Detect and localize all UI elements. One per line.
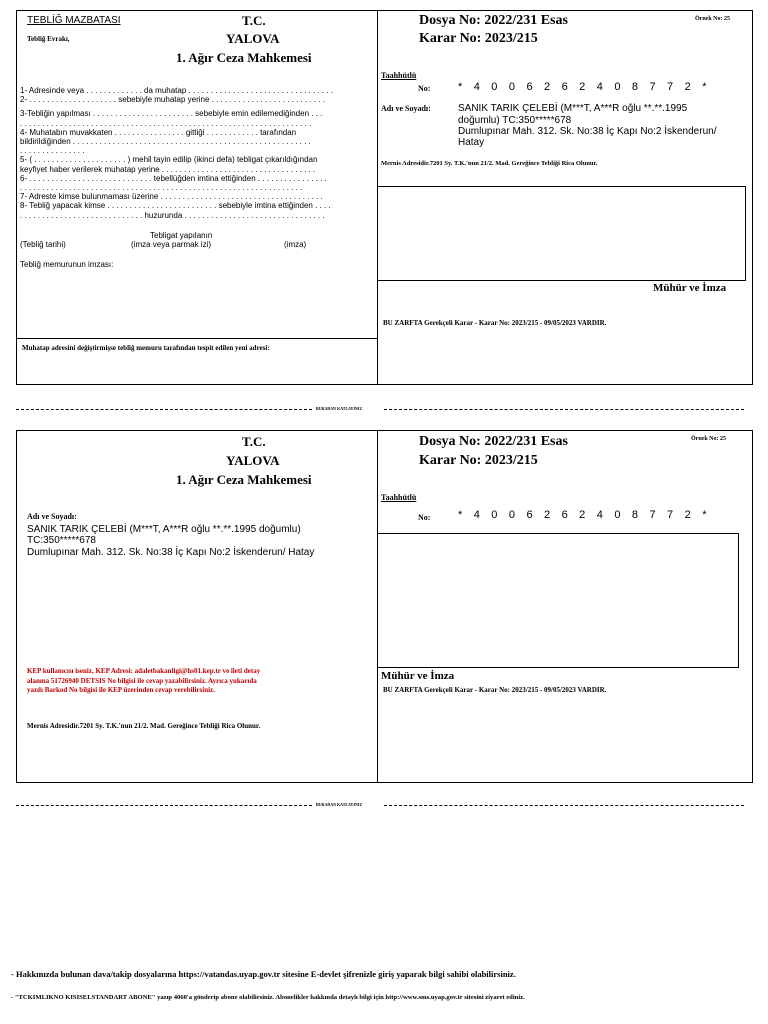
top-karar-no: Karar No: 2023/215 — [419, 31, 538, 46]
fold-line-right-2 — [384, 805, 744, 806]
fold-line-left — [16, 409, 312, 410]
top-barcode: * 4 0 0 6 2 6 2 4 0 8 7 7 2 * — [458, 81, 711, 93]
form-line: 4- Muhatabın muvakkaten . . . . . . . . . . . . . . . . gittiği . . . . . . . . . . . . tarafından — [20, 127, 297, 137]
form-line: 6- . . . . . . . . . . . . . . . . . . . . . . . . . . . . tebellüğden imtina ettiğinden . . . . . . . . . . . . . . . . — [20, 173, 327, 183]
top-muhur-imza: Mühür ve İmza — [653, 282, 727, 294]
form-line: 2- . . . . . . . . . . . . . . . . . . . . sebebiyle muhatap yerine . . . . . . . . . . . . . . . . . . . . . . . . . . — [20, 95, 325, 105]
bottom-ornek-no: Örnek No: 25 — [691, 436, 726, 442]
top-recipient-line4: Hatay — [458, 137, 485, 148]
bottom-no-label: No: — [418, 513, 431, 522]
fold-label-2: BURADAN KATLAYINIZ — [316, 802, 363, 807]
kep-line1: KEP kullanıcısı iseniz, KEP Adresi: adaletbakanligi@hs01.kep.tr ve ileti detay — [27, 667, 261, 675]
bottom-recipient-line1: SANIK TARIK ÇELEBİ (M***T, A***R oğlu **.**.1995 doğumlu) — [27, 524, 301, 535]
bottom-stamp-box — [377, 533, 739, 668]
imza-parmak-izi: (imza veya parmak izi) — [131, 240, 212, 249]
top-stamp-box — [377, 186, 746, 281]
yeni-adres-label: Muhatap adresini değiştirmişse tebliğ memuru tarafından tespit edilen yeni adresi: — [22, 344, 270, 352]
imza-label: (imza) — [284, 240, 307, 249]
kep-line2: alanına 51726940 DETSIS No bilgisi ile cevap yazabilirsiniz. Ayrıca yukarıda — [27, 677, 257, 685]
form-line: 5- ( . . . . . . . . . . . . . . . . . . . . . ) mehil tayin edilip (ikinci defa) tebligat çıkarıldığından — [20, 155, 318, 165]
bottom-adi-soyadi-label: Adı ve Soyadı: — [27, 512, 77, 521]
top-dosya-no: Dosya No: 2022/231 Esas — [419, 13, 568, 28]
form-line: . . . . . . . . . . . . . . . . . . . . . . . . . . . . . . . . . . . . . . . . . . . . . . . . . . . . . . . . . . . . . . . . — [20, 183, 303, 193]
form-line: 1- Adresinde veya . . . . . . . . . . . . . da muhatap . . . . . . . . . . . . . . . . . . . . . . . . . . . . . . . . . — [20, 86, 333, 95]
bottom-taahhutlu: Taahhütlü — [381, 493, 417, 502]
form-line: . . . . . . . . . . . . . . . . . . . . . . . . . . . . . . . . . . . . . . . . . . . . . . . . . . . . . . . . . . . . . . . . . . — [20, 118, 312, 128]
bottom-muhur-imza: Mühür ve İmza — [381, 670, 455, 682]
top-form-lines — [20, 86, 374, 220]
top-city: YALOVA — [226, 31, 280, 46]
top-zarf-note: BU ZARFTA Gerekçeli Karar - Karar No: 2023/215 - 09/05/2023 VARDIR. — [383, 319, 607, 327]
top-no-label: No: — [418, 84, 431, 93]
top-recipient-line2: doğumlu) TC:350*****678 — [458, 115, 572, 126]
top-adi-soyadi-label: Adı ve Soyadı: — [381, 104, 431, 113]
footer-line1: - Hakkınızda bulunan dava/takip dosyalarına https://vatandas.uyap.gov.tr sitesine E-devlet şifrenizle giriş yaparak bilgi sahibi olabilirsiniz. — [11, 969, 516, 979]
form-line: keyfiyet haber verilerek muhatap yerine . . . . . . . . . . . . . . . . . . . . . . . . . . . . . . . . . . . — [20, 164, 316, 174]
teblig-mazbatasi-title: TEBLİĞ MAZBATASI — [27, 15, 121, 26]
fold-label: BURADAN KATLAYINIZ — [316, 406, 363, 411]
bottom-court: 1. Ağır Ceza Mahkemesi — [176, 472, 312, 487]
form-line: bildirildiğinden . . . . . . . . . . . . . . . . . . . . . . . . . . . . . . . . . . . . . . . . . . . . . . . . . . . . . . — [20, 137, 311, 147]
bottom-dosya-no: Dosya No: 2022/231 Esas — [419, 434, 568, 449]
form-line: 8- Tebliğ yapacak kimse . . . . . . . . . . . . . . . . . . . . . . . . . sebebiyle imtina ettiğinden . . . . — [20, 201, 331, 211]
bottom-city: YALOVA — [226, 453, 280, 468]
bottom-mernis: Mernis Adresidir.7201 Sy. T.K.'nun 21/2. Mad. Gereğince Tebliği Rica Olunur. — [27, 722, 261, 730]
tebligat-yapilanin: Tebligat yapılanın — [150, 231, 213, 240]
form-line: . . . . . . . . . . . . . . . — [20, 146, 85, 156]
top-recipient-line1: SANIK TARIK ÇELEBİ (M***T, A***R oğlu **.**.1995 — [458, 103, 688, 114]
form-line: 3-Tebliğin yapılması . . . . . . . . . . . . . . . . . . . . . . . sebebiyle emin edilemediğinden . . . — [20, 109, 323, 119]
footer-line2: - "TCKIMLIKNO KISISELSTANDART ABONE" yazıp 4060'a gönderip abone olabilirsiniz. Abonelikler hakkında detaylı bilgi için http://www.sms.uyap.gov.tr sitesini ziyaret ediniz. — [11, 994, 525, 1001]
top-court: 1. Ağır Ceza Mahkemesi — [176, 50, 312, 65]
bottom-karar-no: Karar No: 2023/215 — [419, 453, 538, 468]
kep-line3: yazılı Barkod No bilgisi ile KEP üzerinden cevap verebilirsiniz. — [27, 686, 215, 694]
top-address-divider — [16, 338, 377, 339]
top-mernis: Mernis Adresidir.7201 Sy. T.K.'nun 21/2. Mad. Gereğince Tebliği Rica Olunur. — [381, 160, 598, 167]
bottom-recipient-line2: TC:350*****678 — [27, 535, 96, 546]
teblig-tarihi: (Tebliğ tarihi) — [20, 240, 66, 249]
teblig-evraki-label: Tebliğ Evrakı, — [27, 35, 70, 43]
top-ornek-no: Örnek No: 25 — [695, 16, 730, 22]
memur-imzasi: Tebliğ memurunun imzası: — [20, 260, 114, 269]
top-taahhutlu: Taahhütlü — [381, 71, 417, 80]
fold-line-left-2 — [16, 805, 312, 806]
bottom-recipient-line3: Dumlupınar Mah. 312. Sk. No:38 İç Kapı No:2 İskenderun/ Hatay — [27, 547, 315, 558]
bottom-zarf-note: BU ZARFTA Gerekçeli Karar - Karar No: 2023/215 - 09/05/2023 VARDIR. — [383, 686, 607, 694]
form-line: . . . . . . . . . . . . . . . . . . . . . . . . . . . . huzurunda . . . . . . . . . . . . . . . . . . . . . . . . . . . . . . . . — [20, 210, 325, 220]
bottom-tc: T.C. — [242, 434, 266, 449]
top-recipient-line3: Dumlupınar Mah. 312. Sk. No:38 İç Kapı No:2 İskenderun/ — [458, 126, 717, 137]
top-tc: T.C. — [242, 13, 266, 28]
bottom-barcode: * 4 0 0 6 2 6 2 4 0 8 7 7 2 * — [458, 509, 711, 521]
fold-line-right — [384, 409, 744, 410]
form-line: 7- Adreste kimse bulunmaması üzerine . . . . . . . . . . . . . . . . . . . . . . . . . . . . . . . . . . . . . — [20, 192, 323, 202]
